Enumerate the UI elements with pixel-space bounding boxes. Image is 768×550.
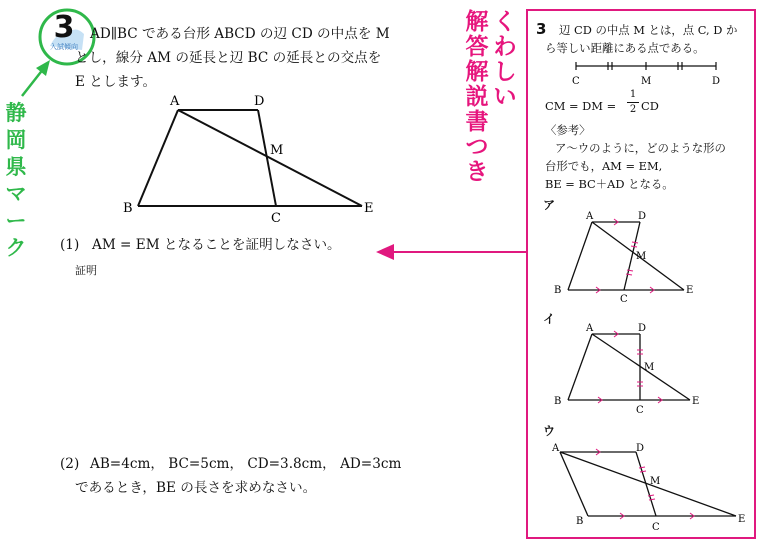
svg-text:B: B: [576, 516, 584, 527]
part2-line-1: AB=4cm， BC=5cm， CD=3.8cm， AD=3cm: [90, 456, 402, 472]
frac-bar: [627, 102, 639, 103]
svg-text:A: A: [552, 443, 560, 454]
label-E: E: [364, 201, 374, 216]
proof-label: 証明: [75, 264, 97, 277]
svg-text:D: D: [636, 443, 645, 454]
problem-line-3: E とします。: [75, 74, 157, 90]
prefecture-mark-label: 静岡県マーク: [5, 101, 27, 260]
kuwashii-label: くわしい: [493, 9, 517, 110]
svg-text:M: M: [644, 362, 655, 373]
svg-text:E: E: [692, 396, 700, 407]
svg-text:B: B: [554, 396, 562, 407]
frac-denominator: 2: [629, 104, 637, 115]
solution-line-2: ら等しい距離にある点である。: [545, 41, 705, 55]
figure-u: [540, 438, 752, 534]
label-D: D: [254, 94, 265, 109]
answer-book-label: 解答解説書つき: [465, 9, 489, 185]
eq-left: CM = DM =: [545, 99, 617, 113]
pink-arrow-icon: [374, 240, 528, 264]
label-B: B: [123, 201, 133, 216]
solution-line-1: 辺 CD の中点 M とは，点 C, D か: [559, 23, 738, 37]
svg-text:B: B: [554, 285, 562, 296]
reference-line-2: 台形でも，AM = EM,: [545, 159, 663, 173]
question-number: 3: [53, 10, 75, 45]
seg-label-D: D: [712, 76, 721, 87]
trend-tag: 入試傾向: [50, 43, 78, 51]
problem-line-2: とし，線分 AM の延長と辺 BC の延長との交点を: [75, 50, 382, 66]
label-C: C: [271, 211, 281, 226]
figure-a-letter: ア: [543, 198, 556, 212]
part1-number: (1): [60, 237, 80, 253]
part2-line-2: であるとき，BE の長さを求めなさい。: [75, 480, 317, 496]
solution-number: 3: [536, 20, 547, 38]
reference-title: 〈参考〉: [545, 123, 591, 137]
svg-text:M: M: [636, 251, 647, 262]
svg-text:C: C: [620, 294, 628, 304]
svg-text:E: E: [686, 285, 694, 296]
part1-text: AM = EM となることを証明しなさい。: [92, 237, 341, 253]
reference-line-1: ア～ウのように，どのような形の: [555, 141, 726, 155]
green-arrow-icon: [14, 58, 58, 100]
part2-number: (2): [60, 456, 80, 472]
figure-u-letter: ウ: [543, 424, 556, 438]
figure-i-letter: イ: [543, 312, 556, 326]
figure-a: [550, 208, 722, 304]
label-M: M: [270, 143, 284, 158]
svg-text:D: D: [638, 211, 647, 222]
segment-cmd-figure: [566, 58, 726, 88]
problem-line-1: AD∥BC である台形 ABCD の辺 CD の中点を M: [90, 26, 390, 42]
frac-numerator: 1: [629, 89, 637, 100]
figure-i: [550, 320, 722, 416]
eq-right: CD: [641, 99, 659, 113]
seg-label-C: C: [572, 76, 580, 87]
reference-line-3: BE = BC＋AD となる。: [545, 177, 674, 191]
svg-text:C: C: [636, 405, 644, 416]
svg-text:C: C: [652, 522, 660, 533]
svg-text:M: M: [650, 476, 661, 487]
seg-label-M: M: [641, 76, 652, 87]
svg-text:A: A: [586, 323, 594, 334]
label-A: A: [170, 94, 180, 109]
svg-text:D: D: [638, 323, 647, 334]
svg-text:A: A: [586, 211, 594, 222]
trapezoid-figure: [118, 88, 380, 226]
svg-text:E: E: [738, 514, 746, 525]
